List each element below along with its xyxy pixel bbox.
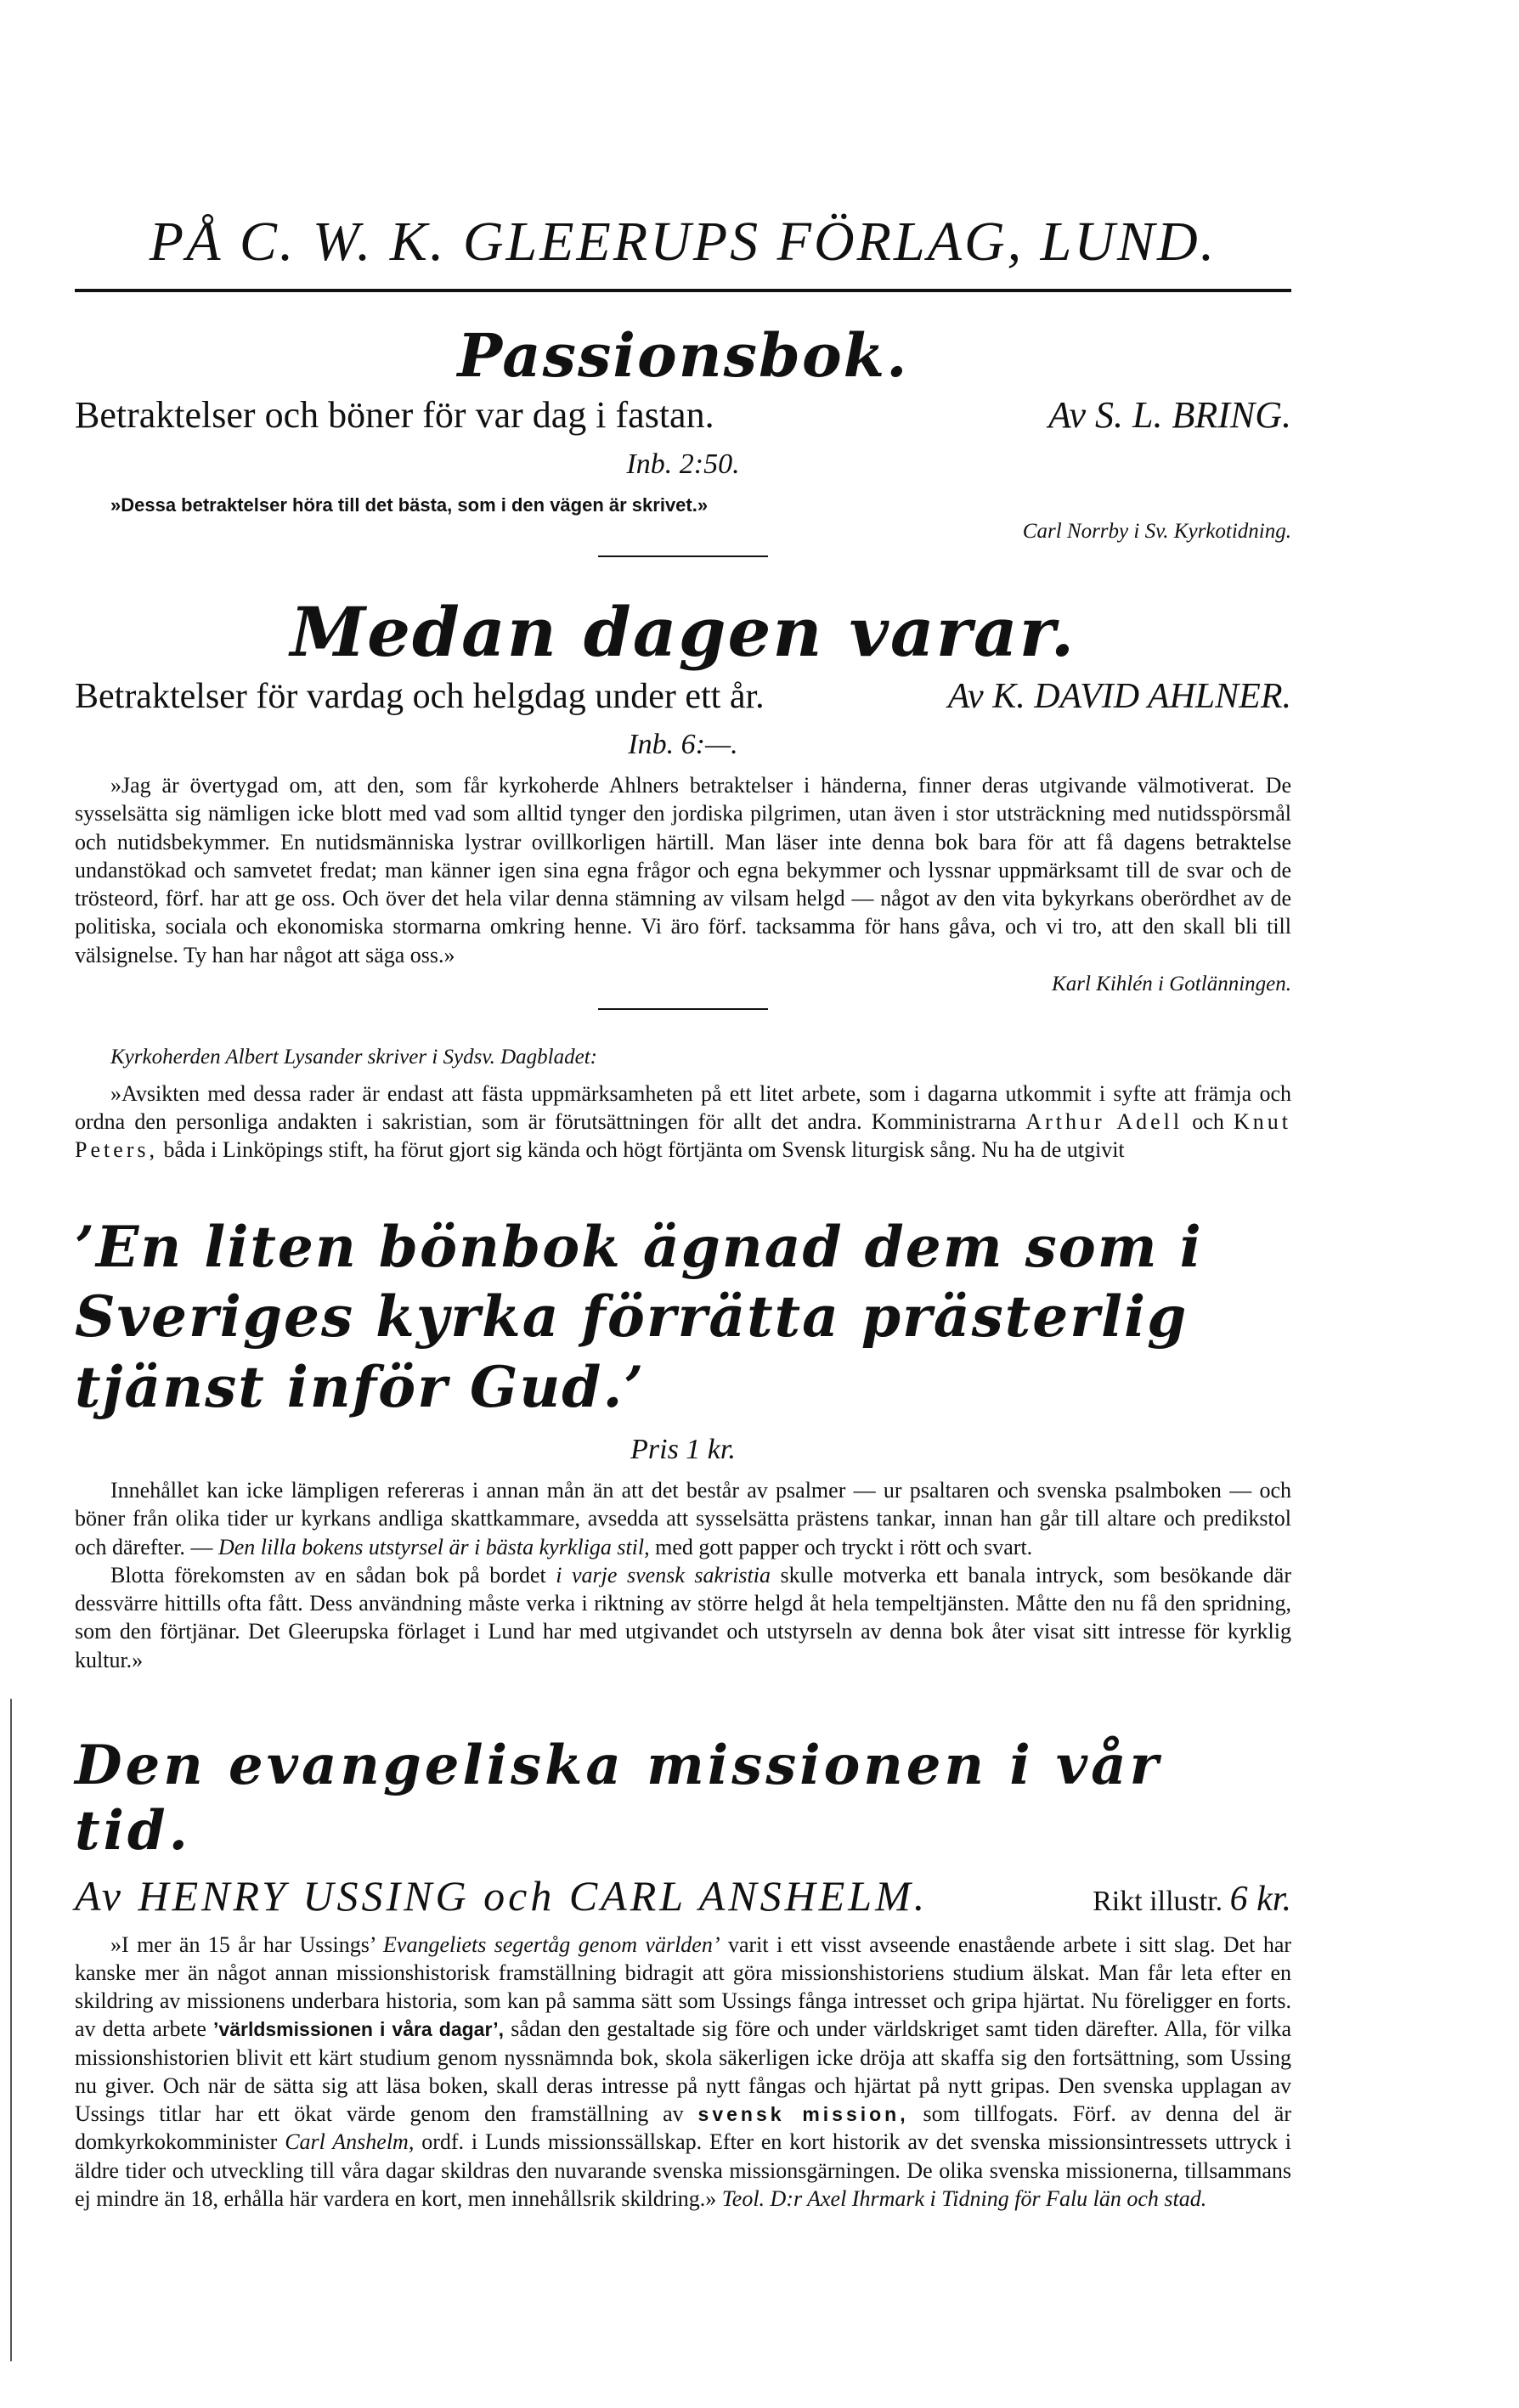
person-name: Arthur Adell: [1025, 1109, 1183, 1135]
book-price: Inb. 6:—.: [628, 729, 738, 760]
review-text-part: varit i ett visst avseende enastående arbete i sitt slag. Det har kanske mer än något annan missionshistorisk framställning bidragit att göra missionshistoriens studium älskat. Man får leta efter en skildring av missionens underbara historia, som kan på samma sätt som Ussings fånga intresset och gripa hjärtat. Nu föreligger en forts. av detta arbete: [75, 1931, 1292, 2042]
description-text: skulle motverka ett banala intryck, som besökande där dessvärre hittills ofta fått. Dess användning måste verka i riktning av större helgd åt hela tempeltjänsten. Måtte den nu få den spridning, som den förtjänar. Det Gleerupska förlaget i Lund har med utgivandet och utstyrseln av denna bok åter visat sitt intresse för kyrklig kultur.»: [75, 1562, 1292, 1672]
review-italic: Carl Anshelm,: [285, 2129, 415, 2155]
review-text-part: båda i Linköpings stift, ha förut gjort sig kända och högt förtjänta om Svensk liturgisk sång. Nu ha de utgivit: [163, 1137, 1125, 1163]
review-quote: »Dessa betraktelser höra till det bästa, som i den vägen är skrivet.»: [110, 494, 709, 516]
description-text: Innehållet kan icke lämpligen refereras i annan mån än att det består av psalmer — ur psaltaren och svenska psalmboken — och böner från olika tider ur kyrkans andliga skattkammare, avsedda att sysselsätta prästens tankar, innan han går till altare och predikstol och därefter. —: [75, 1478, 1291, 1559]
description-paragraph: [75, 1561, 1291, 1674]
review-source: Karl Kihlén i Gotlänningen.: [1052, 972, 1291, 995]
divider: [598, 555, 768, 557]
book-price: Pris 1 kr.: [630, 1434, 736, 1466]
book-title: Passionsbok.: [457, 320, 909, 391]
review-text: [75, 771, 1291, 969]
review-bold: ’världsmissionen i våra dagar’,: [213, 2018, 505, 2041]
review-text-part: som tillfogats. Förf. av denna del är domkyrkokomminister: [75, 2101, 1291, 2155]
book-subtitle: Betraktelser för vardag och helgdag under ett år.: [75, 677, 765, 716]
description-italic: i varje svensk sakristia: [556, 1562, 771, 1587]
description-italic: Den lilla bokens utstyrsel är i bästa kyrkliga stil,: [217, 1534, 650, 1559]
scan-edge-line: [10, 1699, 12, 2361]
ad-evangeliska-missionen: [75, 1734, 1291, 2213]
review-text: [75, 1931, 1291, 2213]
divider: [598, 1008, 768, 1010]
description-text: med gott papper och tryckt i rött och svart.: [655, 1534, 1033, 1559]
review-text-part: »Avsikten med dessa rader är endast att fästa uppmärksamheten på ett litet arbete, som i dagarna utkommit i syfte att främja och ordna den personliga andakten i sakristian, som är förutsättningen för allt det andra. Komministrarna: [75, 1080, 1291, 1135]
person-name: Knut Peters,: [75, 1109, 1291, 1163]
review-source: Carl Norrby i Sv. Kyrkotidning.: [1022, 520, 1291, 543]
review-paragraph: »Jag är övertygad om, att den, som får kyrkoherde Ahlners betraktelser i händerna, finner deras utgivande välmotiverat. De sysselsätta sig nämligen icke blott med vad som alltid tynger den jordiska pilgrimen, utan även i stor utsträckning med nutidsspörsmål och nutidsbekymmer. En nutidsmänniska lystrar ovillkorligen härtill. Man läser inte denna bok bara för att få dagens betraktelse undanstökad och samvetet fredat; man känner igen sina egna frågor och egna bekymmer och lyssnar uppmärksamt till de svar och de trösteord, förf. har att ge oss. Och över det hela vilar denna stämning av vilsam helgd — något av den vita bykyrkans oberördhet av de politiska, sociala och ekonomiska stormarna omkring henne. Vi äro förf. tacksamma för hans gåva, och vi tro, att den skall bli till välsignelse. Ty han har något att säga oss.»: [75, 773, 1291, 967]
publisher-header: PÅ C. W. K. GLEERUPS FÖRLAG, LUND.: [149, 211, 1217, 273]
ad-passionsbok: [75, 320, 1291, 557]
book-title: Den evangeliska missionen i vår tid.: [75, 1734, 1162, 1863]
ad-medan-dagen-varar: [75, 592, 1291, 1010]
book-author: Av S. L. BRING.: [1048, 394, 1291, 436]
ad-liten-bonbok: [75, 1046, 1291, 1674]
book-subtitle-row: [75, 393, 1291, 437]
review-bold: svensk mission,: [697, 2103, 909, 2126]
header-rule: [75, 289, 1291, 292]
book-author: Av K. DAVID AHLNER.: [947, 677, 1291, 716]
content-column: [75, 0, 1291, 2213]
review-text-part: »I mer än 15 år har Ussings’: [110, 1931, 376, 1957]
review-paragraph: [75, 1080, 1291, 1165]
book-extra: [1093, 1879, 1291, 1920]
review-text: [75, 1080, 1291, 1165]
book-title: Medan dagen varar.: [290, 592, 1076, 672]
book-subtitle: Betraktelser och böner för var dag i fastan.: [75, 394, 714, 436]
book-price: Inb. 2:50.: [626, 448, 740, 480]
review-text-part: sådan den gestaltade sig före och under världskriget samt tiden därefter. Alla, för vilka missionshistorien blivit ett kärt studium genom nyssnämnda bok, skola säkerligen icke dröja att skaffa sig den fortsättning, som Ussing nu giver. Och när de sätta sig att läsa boken, skall deras intresse på nytt fångas och hjärtat på nytt gripas. Den svenska upplagan av Ussings titlar har ett ökat värde genom den framställning av: [75, 2016, 1292, 2127]
review-source: Teol. D:r Axel Ihrmark i Tidning för Falu län och stad.: [721, 2186, 1207, 2211]
illustrated-note: Rikt illustr.: [1093, 1885, 1223, 1917]
book-subtitle-row: [75, 1871, 1291, 1920]
book-price: 6 kr.: [1229, 1879, 1291, 1919]
description-text: Blotta förekomsten av en sådan bok på bordet: [110, 1562, 546, 1587]
review-paragraph: [75, 1931, 1291, 2213]
description-paragraph: [75, 1476, 1291, 1561]
book-title: ’En liten bönbok ägnad dem som i Sveriges kyrka förrätta prästerlig tjänst inför Gud.’: [75, 1213, 1203, 1420]
review-text-part: ordf. i Lunds missionssällskap. Efter en kort historik av det svenska missionsintressets uttryck i äldre tider och utveckling till våra dagar skildras den nuvarande svenska missionsgärningen. De olika svenska missionerna, tillsammans ej mindre än 18, erhålla här vardera en kort, men innehållsrik skildring.»: [75, 2129, 1291, 2211]
review-italic: Evangeliets segertåg genom världen’: [383, 1931, 720, 1957]
book-author: Av HENRY USSING och CARL ANSHELM.: [75, 1871, 929, 1920]
review-intro: Kyrkoherden Albert Lysander skriver i Sydsv. Dagbladet:: [110, 1045, 597, 1069]
book-description: [75, 1476, 1291, 1674]
book-subtitle-row: [75, 676, 1291, 717]
review-text-part: och: [1192, 1109, 1224, 1135]
